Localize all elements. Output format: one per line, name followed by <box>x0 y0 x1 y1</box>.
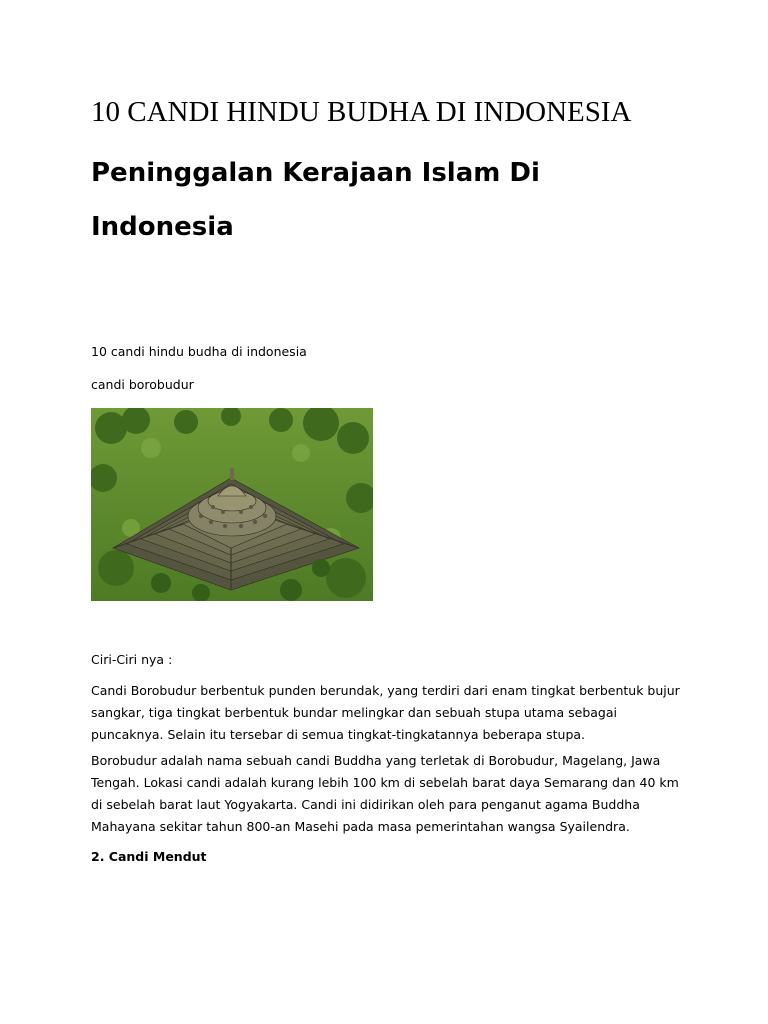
borobudur-photo <box>91 408 373 601</box>
ciri-label: Ciri-Ciri nya : <box>91 652 173 667</box>
paragraph-borobudur-location: Borobudur adalah nama sebuah candi Buddha yang terletak di Borobudur, Magelang, Jawa Tengah. Lokasi candi adalah kurang lebih 100 km di sebelah barat daya Semarang dan 40 km di sebelah barat laut Yogyakarta. Candi ini didirikan oleh para penganut agama Buddha Mahayana sekitar tahun 800-an Masehi pada masa pemerintahan wangsa Syailendra. <box>91 753 679 834</box>
section-heading-borobudur: candi borobudur <box>91 377 194 392</box>
paragraph-borobudur-description: Candi Borobudur berbentuk punden berundak, yang terdiri dari enam tingkat berbentuk bujur sangkar, tiga tingkat berbentuk bundar melingkar dan sebuah stupa utama sebagai puncaknya. Selain itu tersebar di semua tingkat-tingkatannya beberapa stupa. <box>91 683 680 742</box>
document-title: 10 CANDI HINDU BUDHA DI INDONESIA <box>91 96 632 128</box>
document-subtitle: Peninggalan Kerajaan Islam Di Indonesia <box>91 158 540 242</box>
section-heading-mendut: 2. Candi Mendut <box>91 849 207 864</box>
intro-line: 10 candi hindu budha di indonesia <box>91 344 307 359</box>
